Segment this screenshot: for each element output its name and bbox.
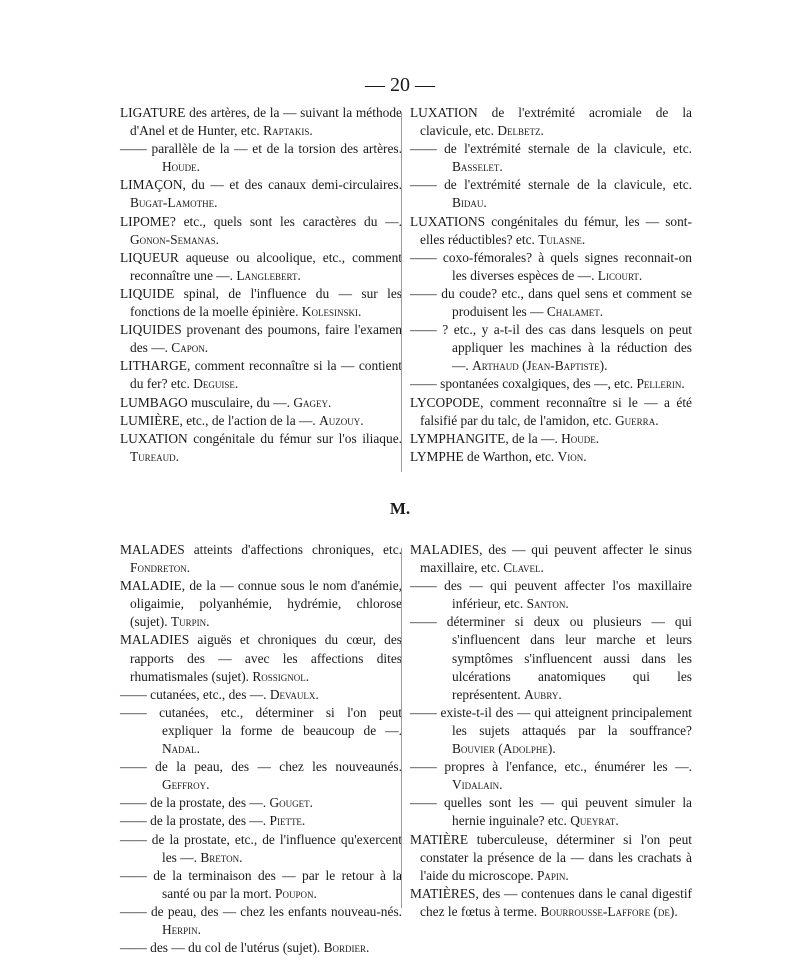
section-letter: M. [389, 499, 411, 518]
entry-text: —— cutanées, etc., déterminer si l'on peut expliquer la forme de beaucoup de —. [120, 704, 402, 738]
entry-text: —— quelles sont les — qui peuvent simuler la hernie inguinale? etc. [410, 795, 692, 829]
entry-text: MALADIES, des — qui peuvent affecter le sinus maxillaire, etc. [410, 542, 692, 576]
entry-text: —— de l'extrémité sternale de la clavicule, etc. [410, 141, 692, 157]
index-entry [120, 412, 402, 430]
entry-author: Licourt. [597, 267, 643, 283]
entry-text: LIQUEUR aqueuse ou alcoolique, etc., comment reconnaître une —. [120, 249, 402, 283]
index-entry [120, 213, 402, 249]
entry-text: —— spontanées coxalgiques, des —, etc. [410, 376, 637, 392]
index-entry [120, 104, 402, 140]
entry-text: MATIÈRE tuberculeuse, déterminer si l'on peut constater la présence de la — dans les crachats à l'aide du microscope. [410, 831, 692, 883]
entry-author: Auzouy. [319, 412, 364, 428]
index-entry [410, 176, 692, 212]
entry-author: Nadal. [162, 741, 201, 757]
index-entry [410, 758, 692, 794]
entry-author: Arthaud (Jean-Baptiste). [472, 358, 608, 374]
entry-text: LUXATION congénitale du fémur sur l'os iliaque. [120, 430, 402, 446]
index-entry [410, 831, 692, 885]
index-entry [410, 704, 692, 758]
column-divider-top [401, 112, 402, 472]
entry-author: Langlebert. [236, 267, 301, 283]
entry-author: Gouget. [269, 795, 314, 811]
index-entry [120, 249, 402, 285]
index-entry [410, 213, 692, 249]
entry-text: —— de peau, des — chez les enfants nouveau-nés. [120, 903, 402, 919]
entry-text: —— du coude? etc., dans quel sens et comment se produisent les — [410, 285, 692, 320]
index-entry [410, 448, 692, 466]
entry-text: LIQUIDE spinal, de l'influence du — sur les fonctions de la moelle épinière. [120, 285, 402, 320]
entry-author: Houde. [561, 430, 600, 446]
entry-author: Queyrat. [570, 813, 619, 829]
index-entry [410, 321, 692, 375]
index-entry [120, 430, 402, 466]
entry-text: LIMAÇON, du — et des canaux demi-circulaires. [120, 177, 402, 193]
page-number: — 20 — [365, 74, 435, 96]
entry-author: Capon. [171, 340, 209, 356]
entry-author: Rossignol. [252, 668, 310, 684]
entry-text: —— déterminer si deux ou plusieurs — qui s'influencent dans leur marche et leurs symptômes s'influencent aussi dans les ulcérations anatomiques qui les représentent. [410, 614, 692, 702]
index-entry [410, 613, 692, 703]
index-entry [410, 541, 692, 577]
entry-author: Vidalain. [452, 777, 503, 793]
entry-author: Fondreton. [130, 560, 191, 576]
entry-text: —— de la prostate, des —. [120, 813, 270, 829]
entry-text: —— cutanées, etc., des —. [120, 686, 270, 702]
index-entry [410, 794, 692, 830]
entry-author: Guerra. [615, 412, 659, 428]
entry-author: Piette. [269, 813, 306, 829]
entry-text: LITHARGE, comment reconnaître si la — contient du fer? etc. [120, 358, 402, 392]
entry-author: Herpin. [162, 921, 202, 937]
index-entry [120, 357, 402, 393]
index-entry [120, 812, 402, 830]
entry-text: LYCOPODE, comment reconnaître si le — a été falsifié par du talc, de l'amidon, etc. [410, 394, 692, 428]
entry-text: —— de la prostate, etc., de l'influence qu'exercent les —. [120, 831, 402, 865]
entry-text: LYMPHANGITE, de la —. [410, 430, 562, 446]
entry-author: Gagey. [293, 394, 332, 410]
entry-author: Turpin. [170, 614, 210, 630]
entry-author: Devaulx. [269, 686, 319, 702]
index-entry [410, 249, 692, 285]
index-entry [120, 867, 402, 903]
entry-author: Geffroy. [162, 777, 210, 793]
entry-author: Santon. [526, 596, 569, 612]
index-entry [120, 686, 402, 704]
entry-text: MATIÈRES, des — contenues dans le canal digestif chez le fœtus à terme. [410, 885, 692, 919]
index-entry [410, 885, 692, 921]
entry-text: LUMIÈRE, etc., de l'action de la —. [120, 412, 320, 428]
entry-author: Vion. [557, 448, 587, 464]
entry-text: MALADIES aiguës et chroniques du cœur, des rapports des — avec les affections dites rhumatismales (sujet). [120, 632, 402, 684]
index-entry [410, 577, 692, 613]
index-entry [120, 321, 402, 357]
entry-text: LIQUIDES provenant des poumons, faire l'examen des —. [120, 322, 402, 356]
entry-author: Aubry. [524, 686, 562, 702]
index-entry [410, 104, 692, 140]
index-entry [410, 140, 692, 176]
entry-author: Houde. [162, 159, 201, 175]
entry-text: —— coxo-fémorales? à quels signes reconnait-on les diverses espèces de —. [410, 249, 692, 283]
entry-text: —— ? etc., y a-t-il des cas dans lesquels on peut appliquer les machines à la réduction des —. [410, 322, 692, 374]
entry-author: Breton. [200, 849, 243, 865]
column-bottom-right [410, 541, 692, 921]
index-entry [410, 430, 692, 448]
index-entry [120, 541, 402, 577]
index-entry [120, 394, 402, 412]
entry-author: Bidau. [452, 195, 487, 211]
index-entry [120, 140, 402, 176]
entry-text: LUMBAGO musculaire, du —. [120, 394, 294, 410]
entry-text: LUXATION de l'extrémité acromiale de la clavicule, etc. [410, 105, 692, 139]
index-entry [120, 285, 402, 321]
index-entry [120, 903, 402, 939]
entry-text: —— propres à l'enfance, etc., énumérer les —. [410, 759, 692, 775]
entry-text: —— des — du col de l'utérus (sujet). [120, 940, 324, 956]
entry-author: Delbetz. [497, 123, 544, 139]
entry-text: —— des — qui peuvent affecter l'os maxillaire inférieur, etc. [410, 578, 692, 612]
index-entry [120, 176, 402, 212]
index-entry [120, 831, 402, 867]
entry-author: Bordier. [323, 940, 370, 956]
entry-text: LYMPHE de Warthon, etc. [410, 448, 558, 464]
entry-author: Bouvier (Adolphe). [452, 741, 556, 757]
entry-text: MALADIE, de la — connue sous le nom d'anémie, oligaimie, polyanhémie, hydrémie, chlorose (sujet). [120, 578, 402, 630]
entry-author: Deguise. [193, 376, 239, 392]
entry-author: Bugat-Lamothe. [130, 195, 218, 211]
index-entry [120, 758, 402, 794]
entry-author: Kolesinski. [301, 304, 362, 320]
entry-author: Poupon. [275, 885, 317, 901]
entry-text: —— de la terminaison des — par le retour à la santé ou par la mort. [120, 867, 402, 901]
entry-author: Tulasne. [538, 231, 586, 247]
index-entry [120, 577, 402, 631]
index-entry [120, 939, 402, 957]
entry-author: Papin. [536, 867, 569, 883]
index-entry [120, 704, 402, 758]
entry-text: LIPOME? etc., quels sont les caractères du —. [120, 213, 402, 229]
column-bottom-left [120, 541, 402, 957]
entry-text: —— existe-t-il des — qui atteignent principalement les sujets attaqués par la souffrance? [410, 704, 692, 738]
index-entry [410, 375, 692, 393]
entry-text: LIGATURE des artères, de la — suivant la méthode d'Anel et de Hunter, etc. [120, 105, 402, 139]
entry-text: —— de la peau, des — chez les nouveaunés. [120, 759, 402, 775]
entry-author: Basselet. [452, 159, 503, 175]
entry-author: Tureaud. [130, 448, 180, 464]
index-entry [120, 631, 402, 685]
entry-author: Gonon-Semanas. [130, 231, 219, 247]
entry-author: Raptakis. [263, 123, 313, 139]
column-top-left [120, 104, 402, 466]
column-divider-bottom [401, 548, 402, 908]
entry-text: —— de la prostate, des —. [120, 795, 270, 811]
entry-text: MALADES atteints d'affections chroniques, etc. [120, 542, 402, 557]
entry-text: —— parallèle de la — et de la torsion des artères. [120, 141, 402, 157]
entry-author: Chalamet. [546, 304, 604, 320]
column-top-right [410, 104, 692, 466]
index-entry [120, 794, 402, 812]
entry-author: Clavel. [503, 560, 544, 576]
entry-text: —— de l'extrémité sternale de la clavicule, etc. [410, 177, 692, 193]
index-entry [410, 394, 692, 430]
entry-author: Pellerin. [636, 376, 685, 392]
index-entry [410, 285, 692, 321]
entry-author: Bourrousse-Laffore (de). [540, 903, 678, 919]
entry-text: LUXATIONS congénitales du fémur, les — sont-elles réductibles? etc. [410, 213, 692, 247]
